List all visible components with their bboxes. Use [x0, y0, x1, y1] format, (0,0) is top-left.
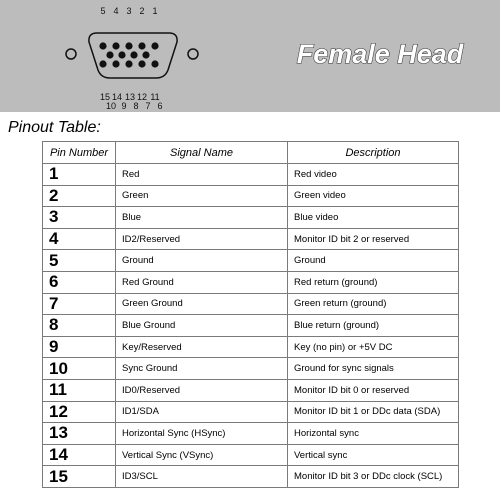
pin-number-cell: 15	[43, 466, 116, 488]
pin-label: 13	[124, 92, 136, 102]
description-cell: Green return (ground)	[288, 293, 459, 315]
pin-label: 8	[133, 101, 139, 111]
pin-label: 1	[152, 6, 158, 16]
table-row	[43, 423, 459, 445]
column-header-description: Description	[288, 142, 459, 164]
table-row	[43, 164, 459, 186]
table-row	[43, 336, 459, 358]
pin-label: 3	[126, 6, 132, 16]
table-row	[43, 228, 459, 250]
pin-label: 4	[113, 6, 119, 16]
description-cell: Monitor ID bit 3 or DDc clock (SCL)	[288, 466, 459, 488]
signal-name-cell: Green Ground	[116, 293, 288, 315]
table-header-row	[43, 142, 459, 164]
column-header-pin-number: Pin Number	[43, 142, 116, 164]
signal-name-cell: Horizontal Sync (HSync)	[116, 423, 288, 445]
pinout-table	[42, 141, 459, 488]
pin-label: 9	[121, 101, 127, 111]
signal-name-cell: Sync Ground	[116, 358, 288, 380]
pin-label: 11	[150, 92, 160, 102]
signal-name-cell: Key/Reserved	[116, 336, 288, 358]
banner-title: Female Head	[296, 39, 464, 69]
signal-name-cell: Ground	[116, 250, 288, 272]
signal-name-cell: Green	[116, 185, 288, 207]
pin-label: 6	[157, 101, 163, 111]
description-cell: Blue return (ground)	[288, 315, 459, 337]
table-row	[43, 315, 459, 337]
description-cell: Key (no pin) or +5V DC	[288, 336, 459, 358]
pin-number-cell: 12	[43, 401, 116, 423]
signal-name-cell: ID2/Reserved	[116, 228, 288, 250]
pin-number-cell: 3	[43, 207, 116, 229]
signal-name-cell: Red Ground	[116, 271, 288, 293]
connector-banner	[0, 0, 500, 112]
signal-name-cell: ID3/SCL	[116, 466, 288, 488]
table-row	[43, 207, 459, 229]
signal-name-cell: ID0/Reserved	[116, 379, 288, 401]
signal-name-cell: Blue Ground	[116, 315, 288, 337]
table-row	[43, 271, 459, 293]
description-cell: Red return (ground)	[288, 271, 459, 293]
signal-name-cell: Blue	[116, 207, 288, 229]
description-cell: Vertical sync	[288, 444, 459, 466]
pin-number-cell: 4	[43, 228, 116, 250]
table-row	[43, 401, 459, 423]
signal-name-cell: Vertical Sync (VSync)	[116, 444, 288, 466]
pin-label: 5	[100, 6, 106, 16]
table-row	[43, 250, 459, 272]
pin-number-cell: 8	[43, 315, 116, 337]
pin-number-cell: 9	[43, 336, 116, 358]
pin-label: 15	[99, 92, 111, 102]
description-cell: Blue video	[288, 207, 459, 229]
table-row	[43, 466, 459, 488]
pin-label: 14	[111, 92, 123, 102]
pin-label: 10	[105, 101, 117, 111]
description-cell: Ground	[288, 250, 459, 272]
pin-number-cell: 2	[43, 185, 116, 207]
pin-label: 7	[145, 101, 151, 111]
table-row	[43, 444, 459, 466]
table-row	[43, 358, 459, 380]
banner-title-graphic	[0, 0, 500, 112]
description-cell: Ground for sync signals	[288, 358, 459, 380]
pin-label: 12	[136, 92, 148, 102]
pin-number-cell: 1	[43, 164, 116, 186]
description-cell: Monitor ID bit 2 or reserved	[288, 228, 459, 250]
pin-number-cell: 5	[43, 250, 116, 272]
table-row	[43, 293, 459, 315]
description-cell: Monitor ID bit 0 or reserved	[288, 379, 459, 401]
signal-name-cell: Red	[116, 164, 288, 186]
description-cell: Red video	[288, 164, 459, 186]
signal-name-cell: ID1/SDA	[116, 401, 288, 423]
description-cell: Horizontal sync	[288, 423, 459, 445]
table-row	[43, 379, 459, 401]
column-header-signal-name: Signal Name	[116, 142, 288, 164]
pinout-heading: Pinout Table:	[8, 119, 101, 136]
pin-number-cell: 10	[43, 358, 116, 380]
description-cell: Green video	[288, 185, 459, 207]
pin-number-cell: 6	[43, 271, 116, 293]
pin-number-cell: 7	[43, 293, 116, 315]
pin-label: 2	[139, 6, 145, 16]
description-cell: Monitor ID bit 1 or DDc data (SDA)	[288, 401, 459, 423]
pin-number-cell: 13	[43, 423, 116, 445]
pin-number-cell: 11	[43, 379, 116, 401]
pin-number-cell: 14	[43, 444, 116, 466]
table-row	[43, 185, 459, 207]
